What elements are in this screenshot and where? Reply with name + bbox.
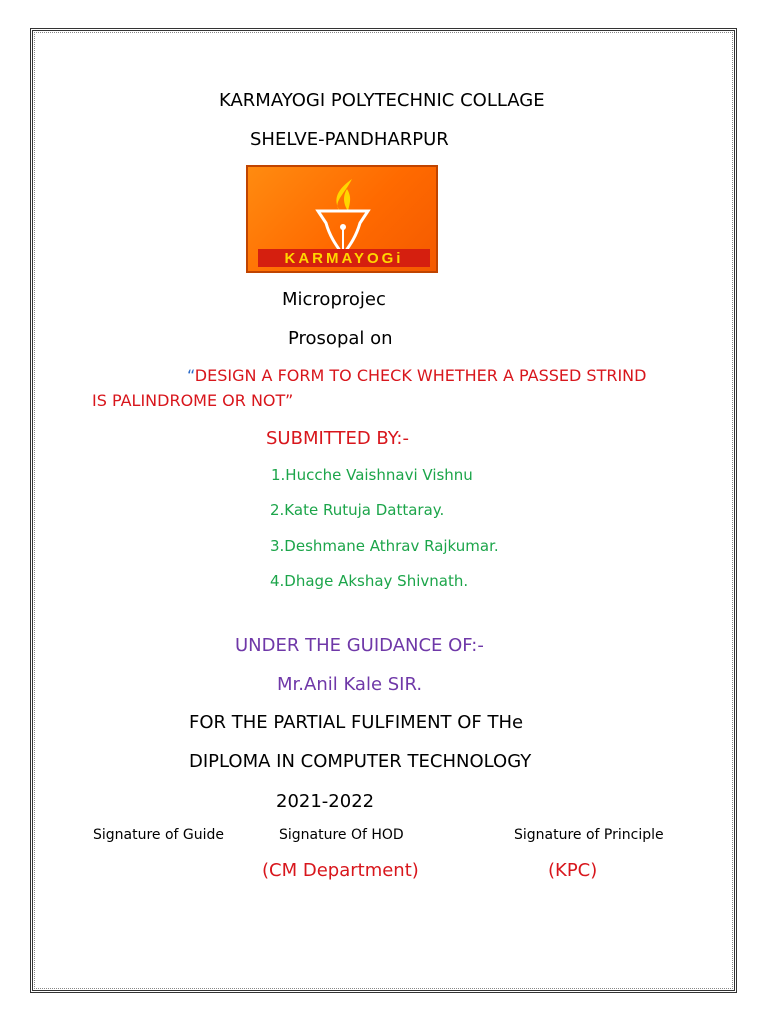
project-title-line-2: IS PALINDROME OR NOT” [92,391,294,410]
guidance-heading: UNDER THE GUIDANCE OF:- [235,635,484,656]
college-location: SHELVE-PANDHARPUR [250,129,449,150]
fulfilment-line-1: FOR THE PARTIAL FULFIMENT OF THe [189,712,524,733]
project-title-line-1 [187,368,646,384]
logo-text-band: KARMAYOGi [258,249,430,267]
member-4: 4.Dhage Akshay Shivnath. [270,572,469,590]
signature-hod: Signature Of HOD [279,827,404,843]
karmayogi-logo [246,165,438,273]
title-line-2: Prosopal on [288,328,393,349]
signature-guide: Signature of Guide [93,827,225,843]
title-line-1: Microprojec [282,289,386,310]
signature-principle: Signature of Principle [514,827,664,843]
college-name: KARMAYOGI POLYTECHNIC COLLAGE [219,90,545,111]
hod-department: (CM Department) [262,860,419,881]
academic-year: 2021-2022 [276,791,375,812]
fulfilment-line-2: DIPLOMA IN COMPUTER TECHNOLOGY [189,751,532,772]
open-quote: “ [187,366,195,385]
guide-name: Mr.Anil Kale SIR. [277,674,423,695]
project-title-text-1: DESIGN A FORM TO CHECK WHETHER A PASSED STRIND [194,366,647,385]
submitted-heading: SUBMITTED BY:- [266,428,409,449]
principle-org: (KPC) [548,860,598,881]
member-3: 3.Deshmane Athrav Rajkumar. [270,537,499,555]
member-2: 2.Kate Rutuja Dattaray. [270,501,445,519]
member-1: 1.Hucche Vaishnavi Vishnu [271,466,473,484]
